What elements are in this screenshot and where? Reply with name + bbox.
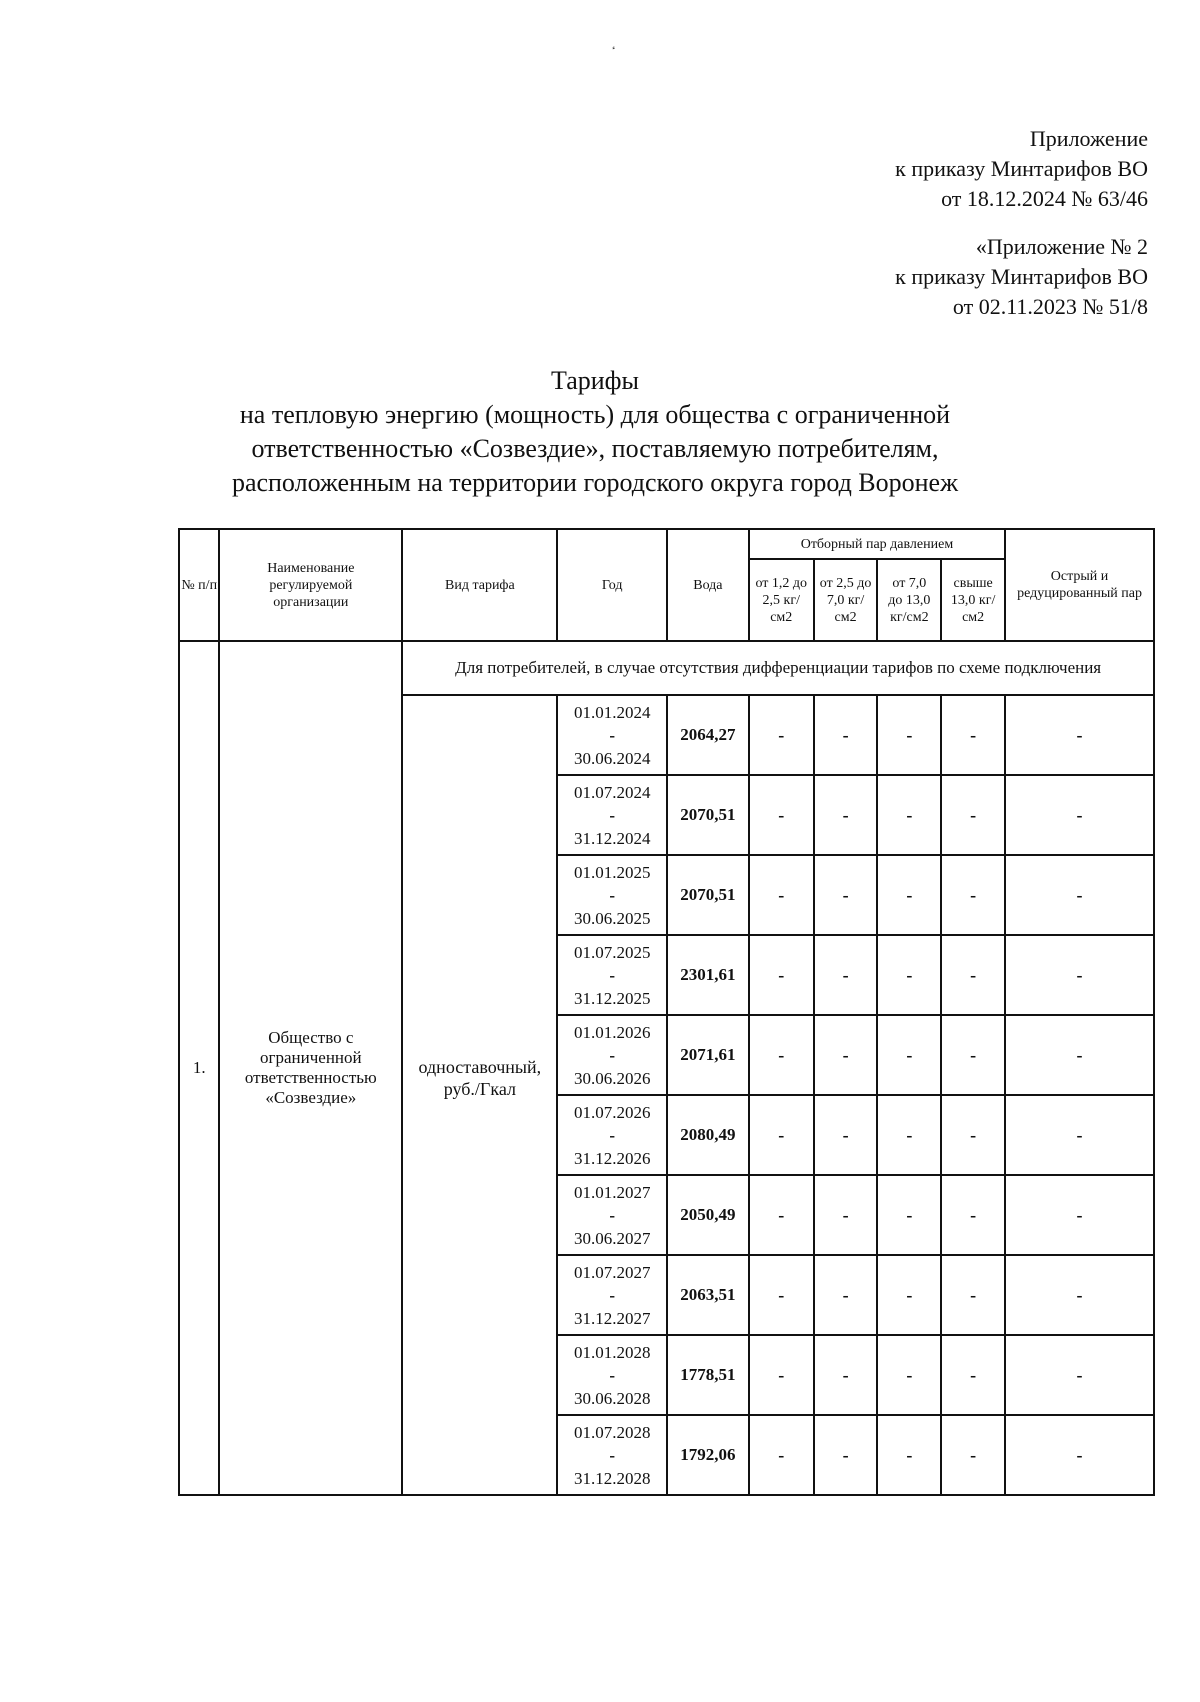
col-steam-group: Отборный пар давлением xyxy=(749,529,1005,559)
steam-value-s4: - xyxy=(941,1335,1005,1415)
col-steam-1: от 1,2 до 2,5 кг/см2 xyxy=(749,559,814,641)
water-value: 2070,51 xyxy=(667,855,749,935)
row-number: 1. xyxy=(179,641,219,1495)
period-from: 01.07.2024 xyxy=(573,782,651,802)
period-separator: - xyxy=(609,885,616,905)
order-date-number: от 18.12.2024 № 63/46 xyxy=(941,186,1148,211)
period-from: 01.07.2025 xyxy=(573,942,651,962)
period-to: 31.12.2028 xyxy=(573,1468,651,1488)
steam-value-s3: - xyxy=(877,855,941,935)
period-to: 31.12.2025 xyxy=(573,988,651,1008)
period-to: 31.12.2024 xyxy=(573,828,651,848)
period-cell xyxy=(557,1335,667,1415)
period-from: 01.01.2024 xyxy=(573,702,651,722)
period-from: 01.07.2027 xyxy=(573,1262,651,1282)
col-steam-2: от 2,5 до 7,0 кг/см2 xyxy=(814,559,878,641)
steam-value-s1: - xyxy=(749,855,814,935)
period-from: 01.01.2025 xyxy=(573,862,651,882)
steam-value-s2: - xyxy=(814,1175,878,1255)
period-cell xyxy=(557,1415,667,1495)
period-to: 30.06.2027 xyxy=(573,1228,651,1248)
tariff-table xyxy=(178,528,1155,1496)
steam-value-sharp: - xyxy=(1005,1175,1154,1255)
steam-value-s1: - xyxy=(749,695,814,775)
period-to: 30.06.2024 xyxy=(573,748,651,768)
organization-name: Общество с ограниченной ответственностью «Созвездие» xyxy=(219,641,402,1495)
period-separator: - xyxy=(609,1045,616,1065)
period-cell xyxy=(557,1175,667,1255)
scan-speck: ٴ xyxy=(612,46,616,60)
period-cell xyxy=(557,935,667,1015)
water-value: 2050,49 xyxy=(667,1175,749,1255)
appendix-header-previous xyxy=(728,232,1148,322)
document-title xyxy=(170,364,1020,500)
title-line-4: расположенным на территории городского округа город Воронеж xyxy=(231,468,959,497)
water-value: 1778,51 xyxy=(667,1335,749,1415)
period-cell xyxy=(557,1015,667,1095)
period-separator: - xyxy=(609,1125,616,1145)
period-cell xyxy=(557,695,667,775)
period-from: 01.07.2026 xyxy=(573,1102,651,1122)
water-value: 2064,27 xyxy=(667,695,749,775)
period-from: 01.01.2028 xyxy=(573,1342,651,1362)
steam-value-sharp: - xyxy=(1005,1095,1154,1175)
appendix-header-current xyxy=(728,124,1148,214)
water-value: 2070,51 xyxy=(667,775,749,855)
steam-value-s3: - xyxy=(877,1255,941,1335)
period-from: 01.07.2028 xyxy=(573,1422,651,1442)
steam-value-s4: - xyxy=(941,1095,1005,1175)
steam-value-s2: - xyxy=(814,855,878,935)
period-to: 31.12.2026 xyxy=(573,1148,651,1168)
water-value: 1792,06 xyxy=(667,1415,749,1495)
steam-value-sharp: - xyxy=(1005,1415,1154,1495)
col-steam-3: от 7,0 до 13,0 кг/см2 xyxy=(877,559,941,641)
steam-value-s4: - xyxy=(941,935,1005,1015)
title-line-2: на тепловую энергию (мощность) для общества с ограниченной xyxy=(239,400,951,429)
steam-value-s3: - xyxy=(877,1095,941,1175)
steam-value-s2: - xyxy=(814,1255,878,1335)
steam-value-s4: - xyxy=(941,1415,1005,1495)
period-cell xyxy=(557,1255,667,1335)
steam-value-s2: - xyxy=(814,1015,878,1095)
appendix-label-2: «Приложение № 2 xyxy=(975,234,1148,259)
period-separator: - xyxy=(609,1205,616,1225)
steam-value-s1: - xyxy=(749,1415,814,1495)
consumer-section-label: Для потребителей, в случае отсутствия дифференциации тарифов по схеме подключения xyxy=(402,641,1154,695)
steam-value-s2: - xyxy=(814,1335,878,1415)
period-separator: - xyxy=(609,965,616,985)
title-line-3: ответственностью «Созвездие», поставляемую потребителям, xyxy=(251,434,939,463)
steam-value-s4: - xyxy=(941,695,1005,775)
col-year: Год xyxy=(557,529,667,641)
period-cell xyxy=(557,775,667,855)
steam-value-sharp: - xyxy=(1005,695,1154,775)
steam-value-s2: - xyxy=(814,1095,878,1175)
steam-value-s4: - xyxy=(941,1175,1005,1255)
steam-value-s3: - xyxy=(877,1015,941,1095)
period-from: 01.01.2027 xyxy=(573,1182,651,1202)
steam-value-s1: - xyxy=(749,935,814,1015)
col-water: Вода xyxy=(667,529,749,641)
steam-value-s3: - xyxy=(877,935,941,1015)
steam-value-s3: - xyxy=(877,695,941,775)
steam-value-s1: - xyxy=(749,1175,814,1255)
order-reference: к приказу Минтарифов ВО xyxy=(895,156,1148,181)
steam-value-sharp: - xyxy=(1005,935,1154,1015)
steam-value-s2: - xyxy=(814,695,878,775)
steam-value-s3: - xyxy=(877,775,941,855)
period-separator: - xyxy=(609,1445,616,1465)
title-line-1: Тарифы xyxy=(550,366,639,395)
period-separator: - xyxy=(609,1365,616,1385)
order-date-number-2: от 02.11.2023 № 51/8 xyxy=(952,294,1148,319)
period-to: 31.12.2027 xyxy=(573,1308,651,1328)
water-value: 2301,61 xyxy=(667,935,749,1015)
period-to: 30.06.2025 xyxy=(573,908,651,928)
water-value: 2071,61 xyxy=(667,1015,749,1095)
tariff-type: одноставочный, руб./Гкал xyxy=(402,695,557,1495)
period-cell xyxy=(557,855,667,935)
period-to: 30.06.2026 xyxy=(573,1068,651,1088)
steam-value-s4: - xyxy=(941,1015,1005,1095)
steam-value-s1: - xyxy=(749,1255,814,1335)
steam-value-s3: - xyxy=(877,1175,941,1255)
steam-value-s3: - xyxy=(877,1415,941,1495)
water-value: 2063,51 xyxy=(667,1255,749,1335)
appendix-label: Приложение xyxy=(1029,126,1148,151)
col-type: Вид тарифа xyxy=(402,529,557,641)
steam-value-s1: - xyxy=(749,1335,814,1415)
steam-value-sharp: - xyxy=(1005,1255,1154,1335)
period-separator: - xyxy=(609,805,616,825)
steam-value-s2: - xyxy=(814,775,878,855)
steam-value-s2: - xyxy=(814,1415,878,1495)
col-org: Наименование регулируемой организации xyxy=(219,529,402,641)
period-cell xyxy=(557,1095,667,1175)
order-reference-2: к приказу Минтарифов ВО xyxy=(895,264,1148,289)
col-num: № п/п xyxy=(179,529,219,641)
steam-value-s3: - xyxy=(877,1335,941,1415)
steam-value-s2: - xyxy=(814,935,878,1015)
steam-value-sharp: - xyxy=(1005,1015,1154,1095)
col-sharp-steam: Острый и редуцированный пар xyxy=(1005,529,1154,641)
steam-value-sharp: - xyxy=(1005,855,1154,935)
period-from: 01.01.2026 xyxy=(573,1022,651,1042)
steam-value-s1: - xyxy=(749,775,814,855)
period-to: 30.06.2028 xyxy=(573,1388,651,1408)
period-separator: - xyxy=(609,725,616,745)
period-separator: - xyxy=(609,1285,616,1305)
steam-value-sharp: - xyxy=(1005,775,1154,855)
steam-value-sharp: - xyxy=(1005,1335,1154,1415)
steam-value-s1: - xyxy=(749,1095,814,1175)
steam-value-s1: - xyxy=(749,1015,814,1095)
water-value: 2080,49 xyxy=(667,1095,749,1175)
col-steam-4: свыше 13,0 кг/см2 xyxy=(941,559,1005,641)
steam-value-s4: - xyxy=(941,855,1005,935)
steam-value-s4: - xyxy=(941,775,1005,855)
steam-value-s4: - xyxy=(941,1255,1005,1335)
